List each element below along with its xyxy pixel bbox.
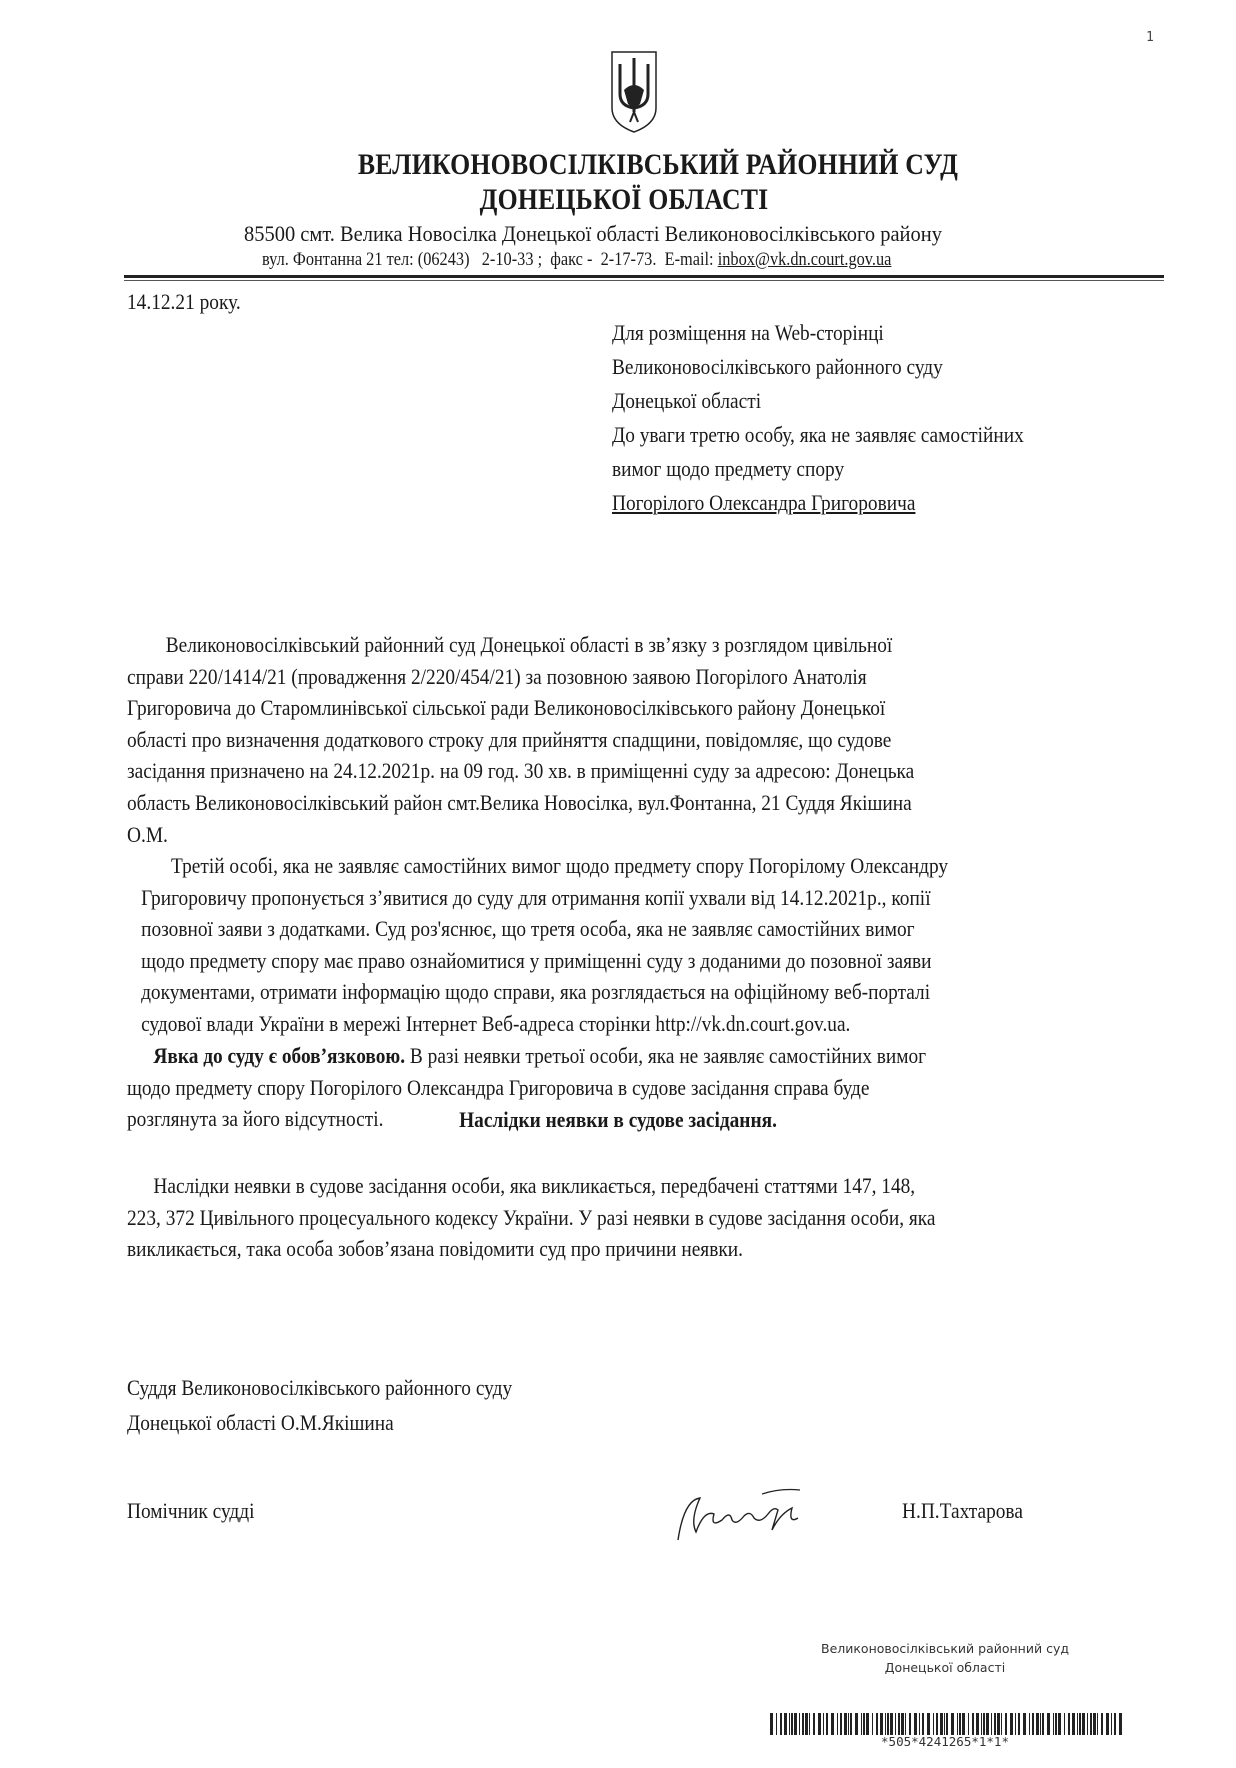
barcode-bar (831, 1713, 834, 1735)
barcode-bar (1106, 1713, 1109, 1735)
barcode-bar (1072, 1713, 1075, 1735)
barcode-bar (1111, 1713, 1112, 1735)
text-line: Третій особі, яка не заявляє самостійних вимог щодо предмету спору Погорілому Олександру (171, 853, 949, 878)
barcode-bar (855, 1713, 858, 1735)
barcode-bar (905, 1713, 906, 1735)
barcode-bar (1087, 1713, 1088, 1735)
barcode-bar (837, 1713, 838, 1735)
text-line: позовної заяви з додатками. Суд роз'яснює, що третя особа, яка не заявляє самостійних вимог (141, 916, 915, 942)
text-line: щодо предмету спору має право ознайомитися у приміщенні суду з доданими до позовної заяви (141, 947, 932, 973)
text-line: Великоновосілківський районний суд Донецької області в зв’язку з розглядом цивільної (165, 632, 893, 657)
barcode-bar (1077, 1713, 1078, 1735)
barcode-bar (1047, 1713, 1050, 1735)
barcode-bar (848, 1713, 849, 1735)
section-heading: Наслідки неявки в судове засідання. (459, 1107, 777, 1132)
barcode-bar (1053, 1713, 1054, 1735)
barcode-bar (1093, 1713, 1096, 1735)
barcode-bar (1015, 1713, 1016, 1735)
header-divider-thin (124, 280, 1164, 281)
barcode-bar (972, 1713, 974, 1735)
barcode-bar (1097, 1713, 1098, 1735)
addressee-block-person (612, 418, 1024, 520)
barcode-bar (890, 1713, 893, 1735)
paragraph-consequences (127, 1170, 1167, 1265)
barcode-bar (863, 1713, 865, 1735)
judge-signature-block (127, 1370, 512, 1440)
barcode-bar (791, 1713, 793, 1735)
barcode-bar (799, 1713, 800, 1735)
barcode-bar (1042, 1713, 1044, 1735)
barcode-bar (1079, 1713, 1081, 1735)
barcode-bar (1032, 1713, 1034, 1735)
barcode-bar (986, 1713, 989, 1735)
barcode-bar (840, 1713, 842, 1735)
paragraph-hearing-notice (127, 629, 1167, 850)
barcode-bar (809, 1713, 810, 1735)
barcode-bar (1090, 1713, 1092, 1735)
stamp-court-name: Великоновосілківський районний суд (821, 1641, 1069, 1656)
barcode-bar (850, 1713, 852, 1735)
barcode-bar (794, 1713, 797, 1735)
text-line: області про визначення додаткового строку для прийняття спадщини, повідомляє, що судове (127, 726, 892, 752)
barcode-bar (770, 1713, 773, 1735)
addressee-line: До уваги третю особу, яка не заявляє самостійних (612, 422, 1024, 447)
barcode-bar (914, 1713, 917, 1735)
addressee-line: Для розміщення на Web-сторінці (612, 320, 884, 345)
judge-name: Донецької області О.М.Якішина (127, 1410, 394, 1435)
barcode-number: *505*4241265*1*1* (881, 1734, 1009, 1749)
text-line: розглянута за його відсутності. (127, 1106, 384, 1132)
barcode-bar (968, 1713, 969, 1735)
attendance-mandatory: Явка до суду є обов’язковою. (153, 1043, 406, 1068)
barcode-bar (1023, 1713, 1026, 1735)
barcode-bar (1068, 1713, 1070, 1735)
barcode-bar (780, 1713, 782, 1735)
barcode-bar (1010, 1713, 1013, 1735)
paragraph-third-party (127, 850, 1167, 1040)
barcode-bar (959, 1713, 961, 1735)
contacts-text: вул. Фонтанна 21 тел: (06243) 2-10-33 ; факс - 2-17-73. E-mail: (262, 249, 718, 270)
assistant-title: Помічник судді (127, 1498, 255, 1523)
email-link[interactable]: inbox@vk.dn.court.gov.ua (717, 249, 892, 270)
text-line: О.М. (127, 821, 168, 847)
barcode-bar (962, 1713, 965, 1735)
barcode-bar (1018, 1713, 1020, 1735)
text-line: справи 220/1414/21 (провадження 2/220/454/21) за позовною заявою Погорілого Анатолія (127, 663, 867, 689)
text-line: Наслідки неявки в судове засідання особи, яка викликається, передбачені статтями 147, 148, (153, 1173, 916, 1198)
barcode-bar (997, 1713, 1000, 1735)
barcode-bar (1101, 1713, 1103, 1735)
barcode-bar (872, 1713, 873, 1735)
barcode-bar (994, 1713, 996, 1735)
barcode-bar (880, 1713, 883, 1735)
barcode-bar (885, 1713, 886, 1735)
barcode-bar (861, 1713, 862, 1735)
barcode-bar (866, 1713, 869, 1735)
text-line: Григоровичу пропонується з’явитися до суду для отримання копії ухвали від 14.12.2021р., копії (141, 884, 931, 910)
barcode-bar (940, 1713, 943, 1735)
barcode-bar (1114, 1713, 1116, 1735)
barcode-bar (951, 1713, 954, 1735)
barcode-bar (826, 1713, 828, 1735)
barcode-bar (805, 1713, 808, 1735)
text-line: документами, отримати інформацію щодо справи, яка розглядається на офіційному веб-порталі (141, 979, 931, 1005)
barcode-bar (957, 1713, 958, 1735)
barcode-bar (789, 1713, 790, 1735)
text-line: викликається, така особа зобов’язана повідомити суд про причини неявки. (127, 1236, 743, 1262)
addressee-block-web (612, 316, 943, 418)
barcode-bar (1005, 1713, 1007, 1735)
barcode-bar (1119, 1713, 1122, 1735)
barcode-bar (909, 1713, 911, 1735)
judge-title: Суддя Великоновосілківського районного суду (127, 1375, 513, 1400)
text-line: судової влади України в мережі Інтернет Веб-адреса сторінки http://vk.dn.court.gov.ua. (141, 1010, 851, 1036)
barcode-bar (933, 1713, 934, 1735)
court-address: 85500 смт. Велика Новосілка Донецької області Великоновосілківського району (244, 221, 942, 246)
barcode-bar (1064, 1713, 1065, 1735)
header-divider (124, 275, 1164, 278)
court-name-line2: ДОНЕЦЬКОЇ ОБЛАСТІ (479, 183, 769, 216)
stamp-region: Донецької області (884, 1660, 1006, 1675)
barcode-bar (887, 1713, 889, 1735)
barcode-bar (981, 1713, 982, 1735)
text-line: Явка до суду є обов’язковою. В разі неявки третьої особи, яка не заявляє самостійних вимог (153, 1043, 927, 1068)
barcode-bar (813, 1713, 815, 1735)
text-line: щодо предмету спору Погорілого Олександра Григоровича в судове засідання справа буде (127, 1074, 870, 1100)
document-date: 14.12.21 року. (127, 289, 241, 314)
barcode-bar (1036, 1713, 1039, 1735)
barcode-icon (770, 1713, 1122, 1735)
barcode-bar (1001, 1713, 1002, 1735)
barcode-bar (922, 1713, 924, 1735)
barcode-bar (818, 1713, 821, 1735)
barcode-bar (1058, 1713, 1061, 1735)
barcode-bar (876, 1713, 878, 1735)
barcode-bar (802, 1713, 804, 1735)
court-contacts (262, 249, 891, 271)
assistant-name: Н.П.Тахтарова (902, 1498, 1023, 1523)
barcode-bar (944, 1713, 945, 1735)
court-name-line1: ВЕЛИКОНОВОСІЛКІВСЬКИЙ РАЙОННИЙ СУД (357, 148, 959, 181)
addressee-line: вимог щодо предмету спору (612, 456, 845, 481)
barcode-bar (1082, 1713, 1085, 1735)
addressee-line: Великоновосілківського районного суду (612, 354, 943, 379)
trident-coat-of-arms-icon (610, 50, 658, 134)
barcode-bar (901, 1713, 904, 1735)
barcode-bar (1029, 1713, 1030, 1735)
barcode-bar (898, 1713, 900, 1735)
barcode-bar (844, 1713, 847, 1735)
barcode-bar (927, 1713, 930, 1735)
barcode-bar (1055, 1713, 1057, 1735)
text-line: 223, 372 Цивільного процесуального кодексу України. У разі неявки в судове засідання особи, яка (127, 1204, 936, 1230)
barcode-bar (823, 1713, 824, 1735)
barcode-bar (784, 1713, 787, 1735)
page-number: 1 (1146, 30, 1154, 45)
barcode-bar (936, 1713, 938, 1735)
barcode-bar (983, 1713, 985, 1735)
text-line: область Великоновосілківський район смт.Велика Новосілка, вул.Фонтанна, 21 Суддя Якішина (127, 789, 912, 815)
barcode-bar (895, 1713, 896, 1735)
text-line: засідання призначено на 24.12.2021р. на 09 год. 30 хв. в приміщенні суду за адресою: Донецька (127, 758, 915, 784)
addressee-line: Донецької області (612, 388, 762, 413)
barcode-bar (919, 1713, 920, 1735)
barcode-bar (946, 1713, 948, 1735)
barcode-bar (776, 1713, 777, 1735)
text-line: Григоровича до Старомлинівської сільської ради Великоновосілківського району Донецької (127, 695, 886, 721)
barcode-bar (976, 1713, 979, 1735)
addressee-name: Погорілого Олександра Григоровича (612, 490, 916, 515)
barcode-bar (1040, 1713, 1041, 1735)
handwritten-signature-icon (670, 1480, 840, 1550)
barcode-bar (991, 1713, 992, 1735)
